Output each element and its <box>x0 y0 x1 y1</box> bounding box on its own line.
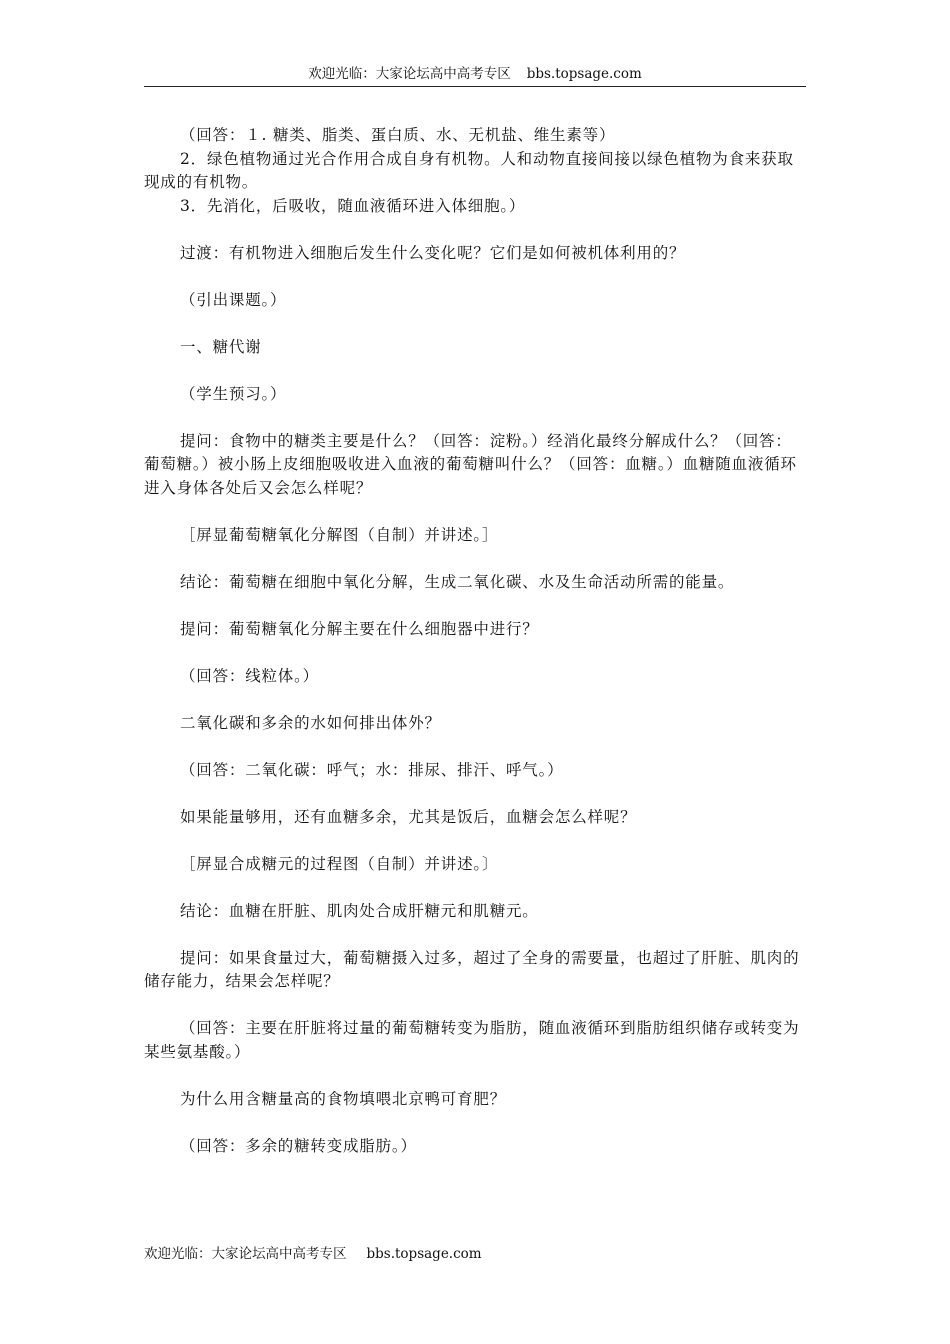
paragraph-answer-mitochondria: （回答：线粒体。） <box>180 666 319 685</box>
paragraph-question-duck: 为什么用含糖量高的食物填喂北京鸭可育肥？ <box>180 1089 507 1108</box>
paragraph-question-excess: 如果能量够用，还有血糖多余，尤其是饭后，血糖会怎么样呢？ <box>180 807 637 826</box>
paragraph-answer-fat: （回答：主要在肝脏将过量的葡萄糖转变为脂肪，随血液循环到脂肪组织储存或转变为某些氨基酸。） <box>144 1019 800 1061</box>
footer-welcome: 欢迎光临：大家论坛高中高考专区 <box>144 1246 347 1262</box>
paragraph-display-oxidation: ［屏显葡萄糖氧化分解图（自制）并讲述。］ <box>180 525 499 544</box>
paragraph-question-organelle: 提问：葡萄糖氧化分解主要在什么细胞器中进行？ <box>180 619 539 638</box>
paragraph-answer-3: 3．先消化，后吸收，随血液循环进入体细胞。） <box>180 196 526 215</box>
page-header <box>144 66 806 87</box>
paragraph-answer-duck: （回答：多余的糖转变成脂肪。） <box>180 1136 417 1155</box>
paragraph-intro-topic: （引出课题。） <box>180 290 287 309</box>
paragraph-answer-excretion: （回答：二氧化碳：呼气；水：排尿、排汗、呼气。） <box>180 760 564 779</box>
section-heading: 一、糖代谢 <box>180 337 262 356</box>
paragraph-display-glycogen: ［屏显合成糖元的过程图（自制）并讲述。〕 <box>180 854 499 873</box>
paragraph-answer-2: 2．绿色植物通过光合作用合成自身有机物。人和动物直接间接以绿色植物为食来获取现成的有机物。 <box>144 149 794 191</box>
paragraph-preview: （学生预习。） <box>180 384 287 403</box>
paragraph-answer-1: （回答：１. 糖类、脂类、蛋白质、水、无机盐、维生素等） <box>180 126 616 144</box>
paragraph-question-overeat: 提问：如果食量过大，葡萄糖摄入过多，超过了全身的需要量，也超过了肝脏、肌肉的储存能力，结果会怎样呢？ <box>144 948 800 990</box>
paragraph-conclusion-oxidation: 结论：葡萄糖在细胞中氧化分解，生成二氧化碳、水及生命活动所需的能量。 <box>180 572 735 591</box>
paragraph-transition: 过渡：有机物进入细胞后发生什么变化呢？它们是如何被机体利用的？ <box>180 243 686 262</box>
header-url[interactable]: bbs.topsage.com <box>526 66 642 82</box>
paragraph-question-excretion: 二氧化碳和多余的水如何排出体外？ <box>180 713 441 732</box>
paragraph-conclusion-glycogen: 结论：血糖在肝脏、肌肉处合成肝糖元和肌糖元。 <box>180 901 539 920</box>
document-body <box>144 124 806 1158</box>
page-footer <box>144 1246 482 1263</box>
footer-url[interactable]: bbs.topsage.com <box>366 1246 482 1262</box>
paragraph-question-glucose: 提问：食物中的糖类主要是什么？（回答：淀粉。）经消化最终分解成什么？（回答：葡萄糖。）被小肠上皮细胞吸收进入血液的葡萄糖叫什么？（回答：血糖。）血糖随血液循环进入身体各处后又会怎么样呢？ <box>144 431 797 497</box>
header-welcome: 欢迎光临：大家论坛高中高考专区 <box>308 66 511 82</box>
